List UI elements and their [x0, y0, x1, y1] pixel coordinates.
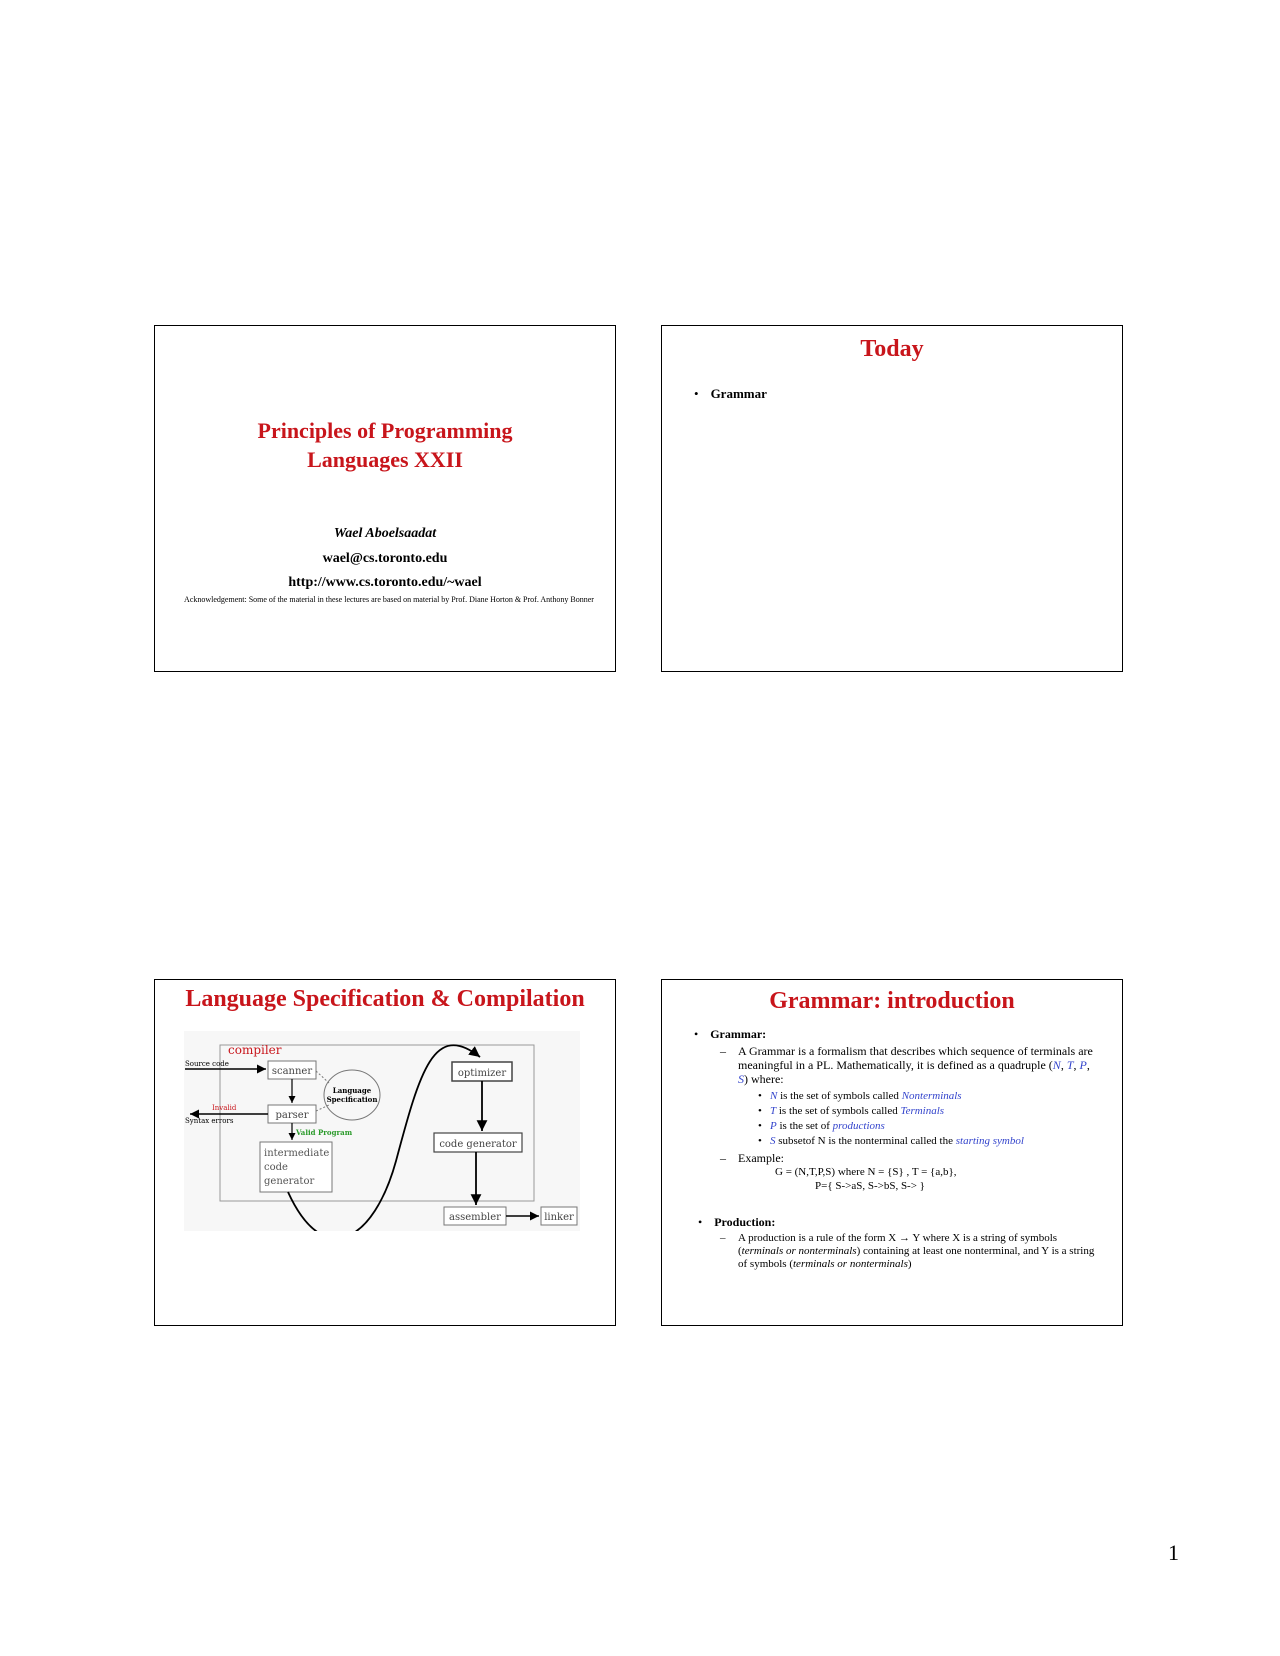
parser-label: parser: [275, 1110, 309, 1121]
production-description: [694, 1232, 1102, 1271]
slide-grammar-heading: Grammar: introduction: [769, 988, 1015, 1014]
author-email: wael@cs.toronto.edu: [322, 551, 448, 566]
title-line-1: Principles of Programming: [257, 418, 513, 443]
production-bullet: [694, 1215, 1102, 1229]
item-text: is the set of symbols called: [776, 1105, 901, 1117]
bullet-dot: •: [758, 1105, 762, 1117]
bullet-dot: •: [758, 1120, 762, 1132]
production-em-1: terminals or nonterminals: [741, 1245, 857, 1257]
item-term: Nonterminals: [901, 1090, 962, 1102]
grammar-description: [694, 1044, 1102, 1086]
invalid-label: Invalid: [212, 1104, 237, 1112]
item-symbol: P: [770, 1120, 777, 1132]
assembler-label: assembler: [449, 1212, 501, 1223]
intermediate-line-2: code: [264, 1162, 288, 1173]
title-line-2: Languages XXII: [307, 447, 463, 472]
bullet-dot: •: [698, 1215, 703, 1229]
production-text-1: A production is a rule of the form X → Y where X is a string of symbols (: [738, 1232, 1058, 1257]
slide-title: [154, 325, 616, 672]
syntax-errors-label: Syntax errors: [185, 1117, 234, 1125]
optimizer-label: optimizer: [457, 1068, 507, 1079]
quad-t: T: [1066, 1058, 1074, 1072]
intermediate-line-3: generator: [264, 1176, 315, 1187]
code-generator-label: code generator: [439, 1139, 517, 1150]
slide-language-spec-heading: Language Specification & Compilation: [185, 986, 585, 1012]
bullet-dot: •: [758, 1135, 762, 1147]
author-name: Wael Aboelsaadat: [333, 526, 437, 541]
bullet-dot: •: [694, 1027, 699, 1041]
example-line-2: P={ S->aS, S->bS, S-> }: [815, 1180, 925, 1192]
item-text: is the set of: [776, 1120, 833, 1132]
list-item-text: Grammar: [710, 386, 767, 401]
quad-n: N: [1052, 1058, 1061, 1072]
example-item: [694, 1151, 1102, 1165]
valid-program-label: Valid Program: [296, 1128, 353, 1137]
list-item: [694, 1119, 1102, 1134]
scanner-label: scanner: [271, 1066, 313, 1077]
item-term: productions: [832, 1120, 885, 1132]
linker-label: linker: [544, 1212, 574, 1223]
list-item: [694, 1134, 1102, 1149]
bullet-dot: •: [758, 1090, 762, 1102]
production-em-2: terminals or nonterminals: [793, 1258, 908, 1270]
list-item: [694, 1089, 1102, 1104]
dash-marker: –: [720, 1232, 726, 1244]
production-text-2: ) containing at least one nonterminal, and Y is a string of symbols (: [738, 1245, 1095, 1270]
quad-s: S: [738, 1072, 744, 1086]
quad-p: P: [1079, 1058, 1087, 1072]
language-spec-line-1: Language: [332, 1086, 372, 1095]
grammar-desc-text: A Grammar is a formalism that describes which sequence of terminals are meaningful in a PL. Mathematically, it is defined as a quadruple (: [738, 1044, 1093, 1072]
example-line-1: G = (N,T,P,S) where N = {S} , T = {a,b},: [775, 1166, 957, 1178]
page-number: 1: [1168, 1540, 1179, 1565]
language-spec-line-2: Specification: [326, 1095, 378, 1104]
author-url: http://www.cs.toronto.edu/~wael: [288, 575, 482, 590]
compilation-diagram: [184, 1031, 580, 1231]
compiler-label: compiler: [228, 1043, 282, 1057]
grammar-desc-end: ) where:: [744, 1072, 784, 1086]
production-text-3: ): [907, 1258, 912, 1270]
grammar-content: [694, 1027, 1102, 1271]
item-term: starting symbol: [955, 1135, 1024, 1147]
production-head: Production:: [714, 1215, 776, 1229]
slide-title-heading: [155, 416, 615, 474]
item-text: subsetof N is the nonterminal called the: [775, 1135, 956, 1147]
source-code-label: Source code: [185, 1060, 229, 1068]
bullet-dot: •: [694, 386, 699, 401]
comma: ,: [1086, 1058, 1090, 1072]
comma: ,: [1073, 1058, 1080, 1072]
acknowledgement: Acknowledgement: Some of the material in these lectures are based on material by Prof. Diane Horton & Prof. Anthony Bonner: [184, 595, 594, 604]
item-symbol: N: [770, 1090, 778, 1102]
grammar-bullet: [694, 1027, 1102, 1041]
grammar-head: Grammar:: [710, 1027, 767, 1041]
slide-language-spec: [154, 979, 616, 1326]
slide-today: [661, 325, 1123, 672]
item-text: is the set of symbols called: [777, 1090, 902, 1102]
item-term: Terminals: [900, 1105, 945, 1117]
example-head: Example:: [738, 1151, 784, 1165]
intermediate-line-1: intermediate: [264, 1148, 330, 1159]
dash-marker: –: [720, 1044, 726, 1058]
slide-grammar-intro: [661, 979, 1123, 1326]
list-item: [694, 1104, 1102, 1119]
dash-marker: –: [720, 1151, 726, 1165]
item-symbol: T: [770, 1105, 777, 1117]
comma: ,: [1060, 1058, 1067, 1072]
slide-today-heading: Today: [860, 336, 924, 362]
list-item: [694, 386, 767, 402]
item-symbol: S: [770, 1135, 776, 1147]
